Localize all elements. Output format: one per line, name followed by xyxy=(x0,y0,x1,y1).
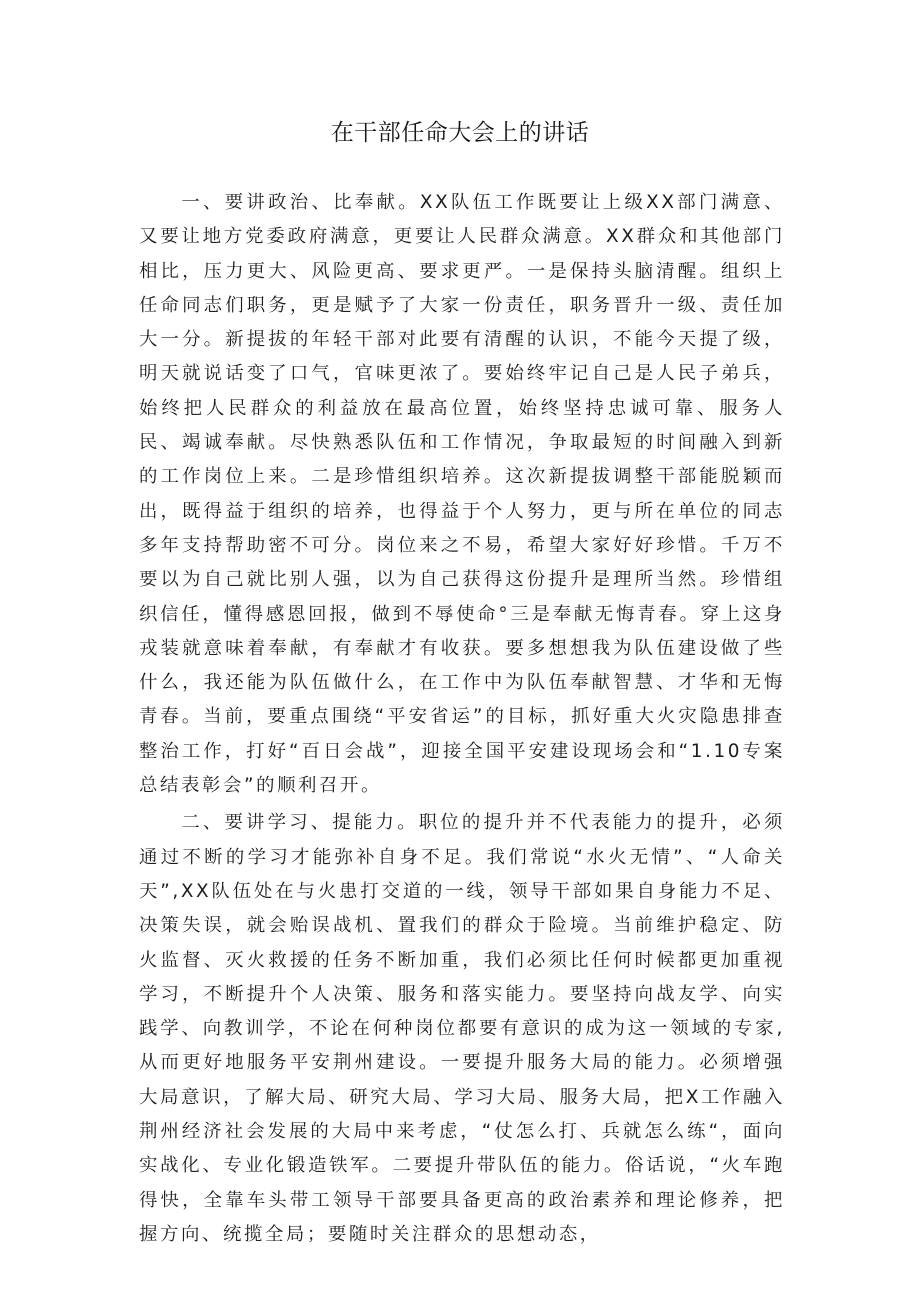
document-title: 在干部任命大会上的讲话 xyxy=(330,120,590,146)
document-body xyxy=(139,186,785,1255)
paragraph-2: 二、要讲学习、提能力。职位的提升并不代表能力的提升，必须通过不断的学习才能弥补自身不足。我们常说“水火无情”、“人命关天”,XX队伍处在与火患打交道的一线，领导干部如果自身能力不足、决策失误，就会贻误战机、置我们的群众于险境。当前维护稳定、防火监督、灭火救援的任务不断加重，我们必须比任何时候都更加重视学习，不断提升个人决策、服务和落实能力。要坚持向战友学、向实践学、向教训学，不论在何种岗位都要有意识的成为这一领域的专家,从而更好地服务平安荆州建设。一要提升服务大局的能力。必须增强大局意识，了解大局、研究大局、学习大局、服务大局，把X工作融入荆州经济社会发展的大局中来考虑，“仗怎么打、兵就怎么练“，面向实战化、专业化锻造铁军。二要提升带队伍的能力。俗话说，“火车跑得快，全靠车头带工领导干部要具备更高的政治素养和理论修养，把握方向、统揽全局；要随时关注群众的思想动态， xyxy=(139,812,785,1245)
paragraph-1: 一、要讲政治、比奉献。XX队伍工作既要让上级XX部门满意、又要让地方党委政府满意，更要让人民群众满意。XX群众和其他部门相比，压力更大、风险更高、要求更严。一是保持头脑清醒。组织上任命同志们职务，更是赋予了大家一份责任，职务晋升一级、责任加大一分。新提拔的年轻干部对此要有清醒的认识，不能今天提了级，明天就说话变了口气，官味更浓了。要始终牢记自己是人民子弟兵，始终把人民群众的利益放在最高位置，始终坚持忠诚可靠、服务人民、竭诚奉献。尽快熟悉队伍和工作情况，争取最短的时间融入到新的工作岗位上来。二是珍惜组织培养。这次新提拔调整干部能脱颖而出，既得益于组织的培养，也得益于个人努力，更与所在单位的同志多年支持帮助密不可分。岗位来之不易，希望大家好好珍惜。千万不要以为自己就比别人强，以为自己获得这份提升是理所当然。珍惜组织信任，懂得感恩回报，做到不辱使命°三是奉献无悔青春。穿上这身戎装就意味着奉献，有奉献才有收获。要多想想我为队伍建设做了些什么，我还能为队伍做什么，在工作中为队伍奉献智慧、才华和无悔青春。当前，要重点围绕“平安省运”的目标，抓好重大火灾隐患排查整治工作，打好“百日会战”，迎接全国平安建设现场会和“1.10专案总结表彰会”的顺利召开。 xyxy=(139,192,785,797)
